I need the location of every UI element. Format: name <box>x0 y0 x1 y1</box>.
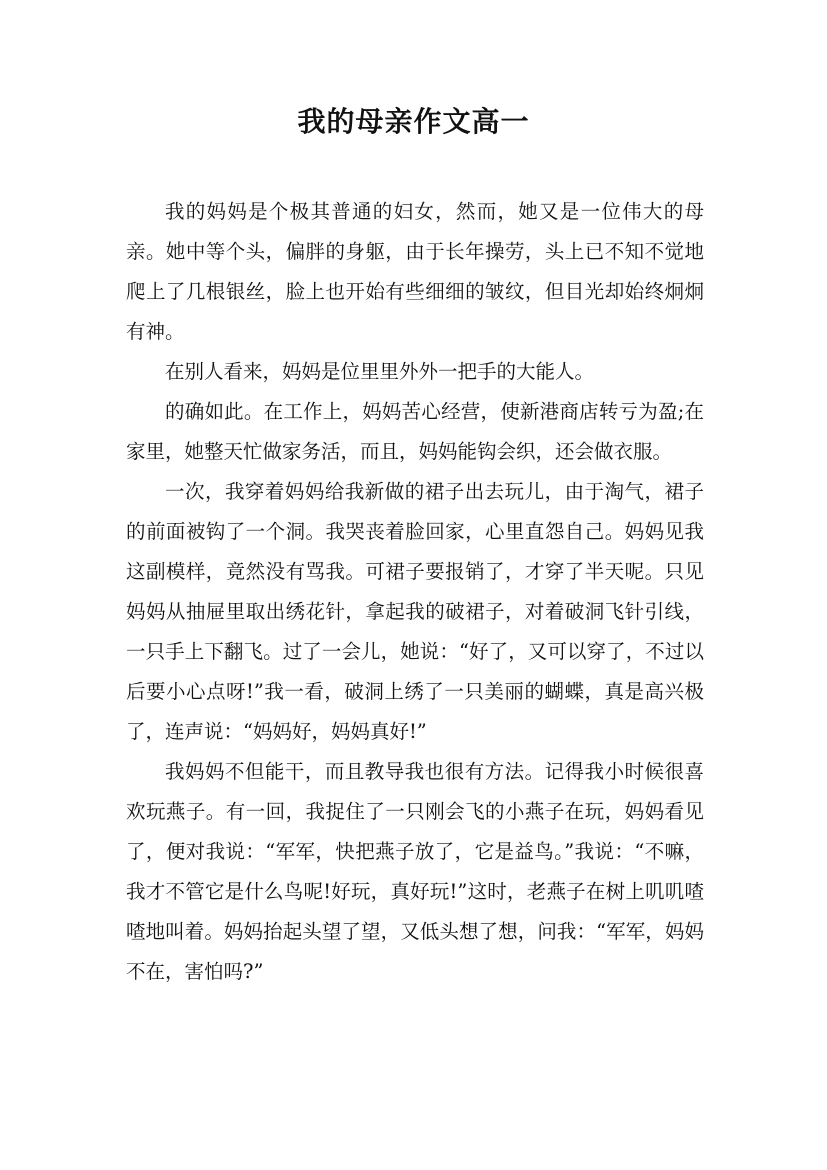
paragraph: 的确如此。在工作上，妈妈苦心经营，使新港商店转亏为盈;在家里，她整天忙做家务活，而且，妈妈能钩会织，还会做衣服。 <box>126 400 704 463</box>
paragraph: 在别人看来，妈妈是位里里外外一把手的大能人。 <box>165 360 595 383</box>
document-body <box>126 192 704 992</box>
paragraph: 我妈妈不但能干，而且教导我也很有方法。记得我小时候很喜欢玩燕子。有一回，我捉住了一只刚会飞的小燕子在玩，妈妈看见了，便对我说：“军军，快把燕子放了，它是益鸟。”我说：“不嘛，我才不管它是什么鸟呢!好玩，真好玩!”这时，老燕子在树上叽叽喳喳地叫着。妈妈抬起头望了望，又低头想了想，问我：“军军，妈妈不在，害怕吗?” <box>126 760 704 983</box>
paragraph: 一次，我穿着妈妈给我新做的裙子出去玩儿，由于淘气，裙子的前面被钩了一个洞。我哭丧着脸回家，心里直怨自己。妈妈见我这副模样，竟然没有骂我。可裙子要报销了，才穿了半天呢。只见妈妈从抽屉里取出绣花针，拿起我的破裙子，对着破洞飞针引线，一只手上下翻飞。过了一会儿，她说：“好了，又可以穿了，不过以后要小心点呀!”我一看，破洞上绣了一只美丽的蝴蝶，真是高兴极了，连声说：“妈妈好，妈妈真好!” <box>126 480 704 743</box>
document-title: 我的母亲作文高一 <box>297 105 530 138</box>
paragraph: 我的妈妈是个极其普通的妇女，然而，她又是一位伟大的母亲。她中等个头，偏胖的身躯，由于长年操劳，头上已不知不觉地爬上了几根银丝，脸上也开始有些细细的皱纹，但目光却始终炯炯有神。 <box>126 200 704 343</box>
